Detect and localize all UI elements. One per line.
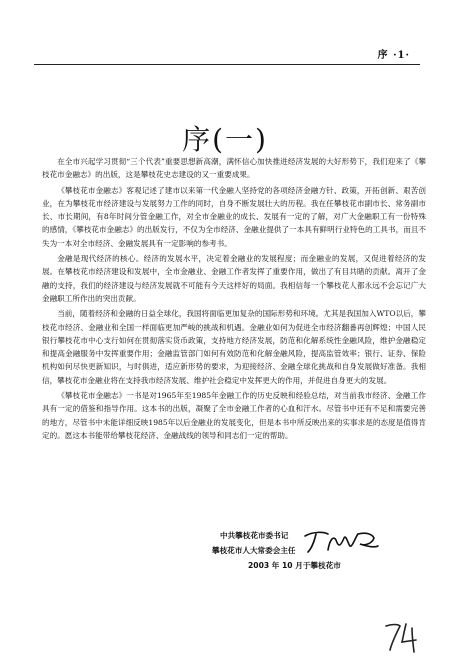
- page-title: 序(一): [182, 123, 268, 156]
- running-head: 序 ·1·: [377, 50, 410, 61]
- paragraph-1: 在全市兴起学习贯彻“三个代表”重要思想新高潮，满怀信心加快推进经济发展的大好形势下，我们迎来了《攀枝花市金融志》的出版，这是攀枝花史志建设的又一重要成果。: [42, 157, 426, 180]
- handwritten-signature: [302, 528, 380, 556]
- signoff-date: 2003 年 10 月于攀枝花市: [248, 561, 341, 570]
- handwritten-page-mark: [382, 620, 422, 654]
- paragraph-5: 《攀枝花市金融志》一书是对1965年至1985年金融工作的历史反映和经验总结，对当前我市经济、金融工作具有一定的借鉴和指导作用。这本书的出版，凝聚了全市金融工作者的心血和汗水。尽管书中还有不足和需要完善的地方，尽管书中未能详细反映1985年以后金融业的发展变化，但是本书中所反映出来的实事求是的态度是值得肯定的。愿这本书能带给攀枝花经济、金融战线的领导和同志们一定的帮助。: [42, 391, 426, 440]
- signoff-title-1: 中共攀枝花市委书记: [220, 531, 289, 540]
- body-text: [42, 155, 426, 444]
- paragraph-2: 《攀枝花市金融志》客观记述了建市以来第一代金融人坚持党的各项经济金融方针、政策，开拓创新、艰苦创业，在为攀枝花市经济建设与发展努力工作的同时，自身不断发展壮大的历程。我在任攀枝花市副市长、常务副市长、市长期间，有8年时间分管金融工作，对全市金融业的成长、发展有一定的了解，对广大金融职工有一份特殊的感情，《攀枝花市金融志》的出版发行，不仅为全市经济、金融业提供了一本具有鲜明行业特色的工具书，而且不失为一本对全市经济、金融发展具有一定影响的参考书。: [42, 185, 426, 248]
- paragraph-3: 金融是现代经济的核心。经济的发展水平，决定着金融业的发展程度；而金融业的发展，又促进着经济的发展。在攀枝花市经济建设和发展中，全市金融业、金融工作者发挥了重要作用，做出了有目共睹的贡献。离开了金融的支持，我们的经济建设与经济发展就不可能有今天这样好的局面。我相信每一个攀枝花人都永远不会忘记广大金融职工所作出的突出贡献。: [42, 254, 426, 303]
- header-rule: [34, 64, 420, 65]
- paragraph-4: 当前，随着经济和金融的日益全球化，我国将面临更加复杂的国际形势和环境。尤其是我国加入WTO以后，攀枝花市经济、金融业和全国一样面临更加严峻的挑战和机遇。金融业如何为促进全市经济翻番再创辉煌；中国人民银行攀枝花市中心支行如何在贯彻落实货币政策，支持地方经济发展，防范和化解系统性金融风险，维护金融稳定和提高金融服务中发挥重要作用；金融监管部门如何有效防范和化解金融风险，提高监管效率；银行、证券、保险机构如何尽快更新知识，与时俱进，适应新形势的要求，为迎接经济、金融全球化挑战和自身发展做好准备。我相信，攀枝花市金融业将在支持我市经济发展、维护社会稳定中发挥更大的作用，并促进自身更大的发展。: [42, 309, 426, 385]
- signoff-title-2: 攀枝花市人大常委会主任: [212, 546, 296, 555]
